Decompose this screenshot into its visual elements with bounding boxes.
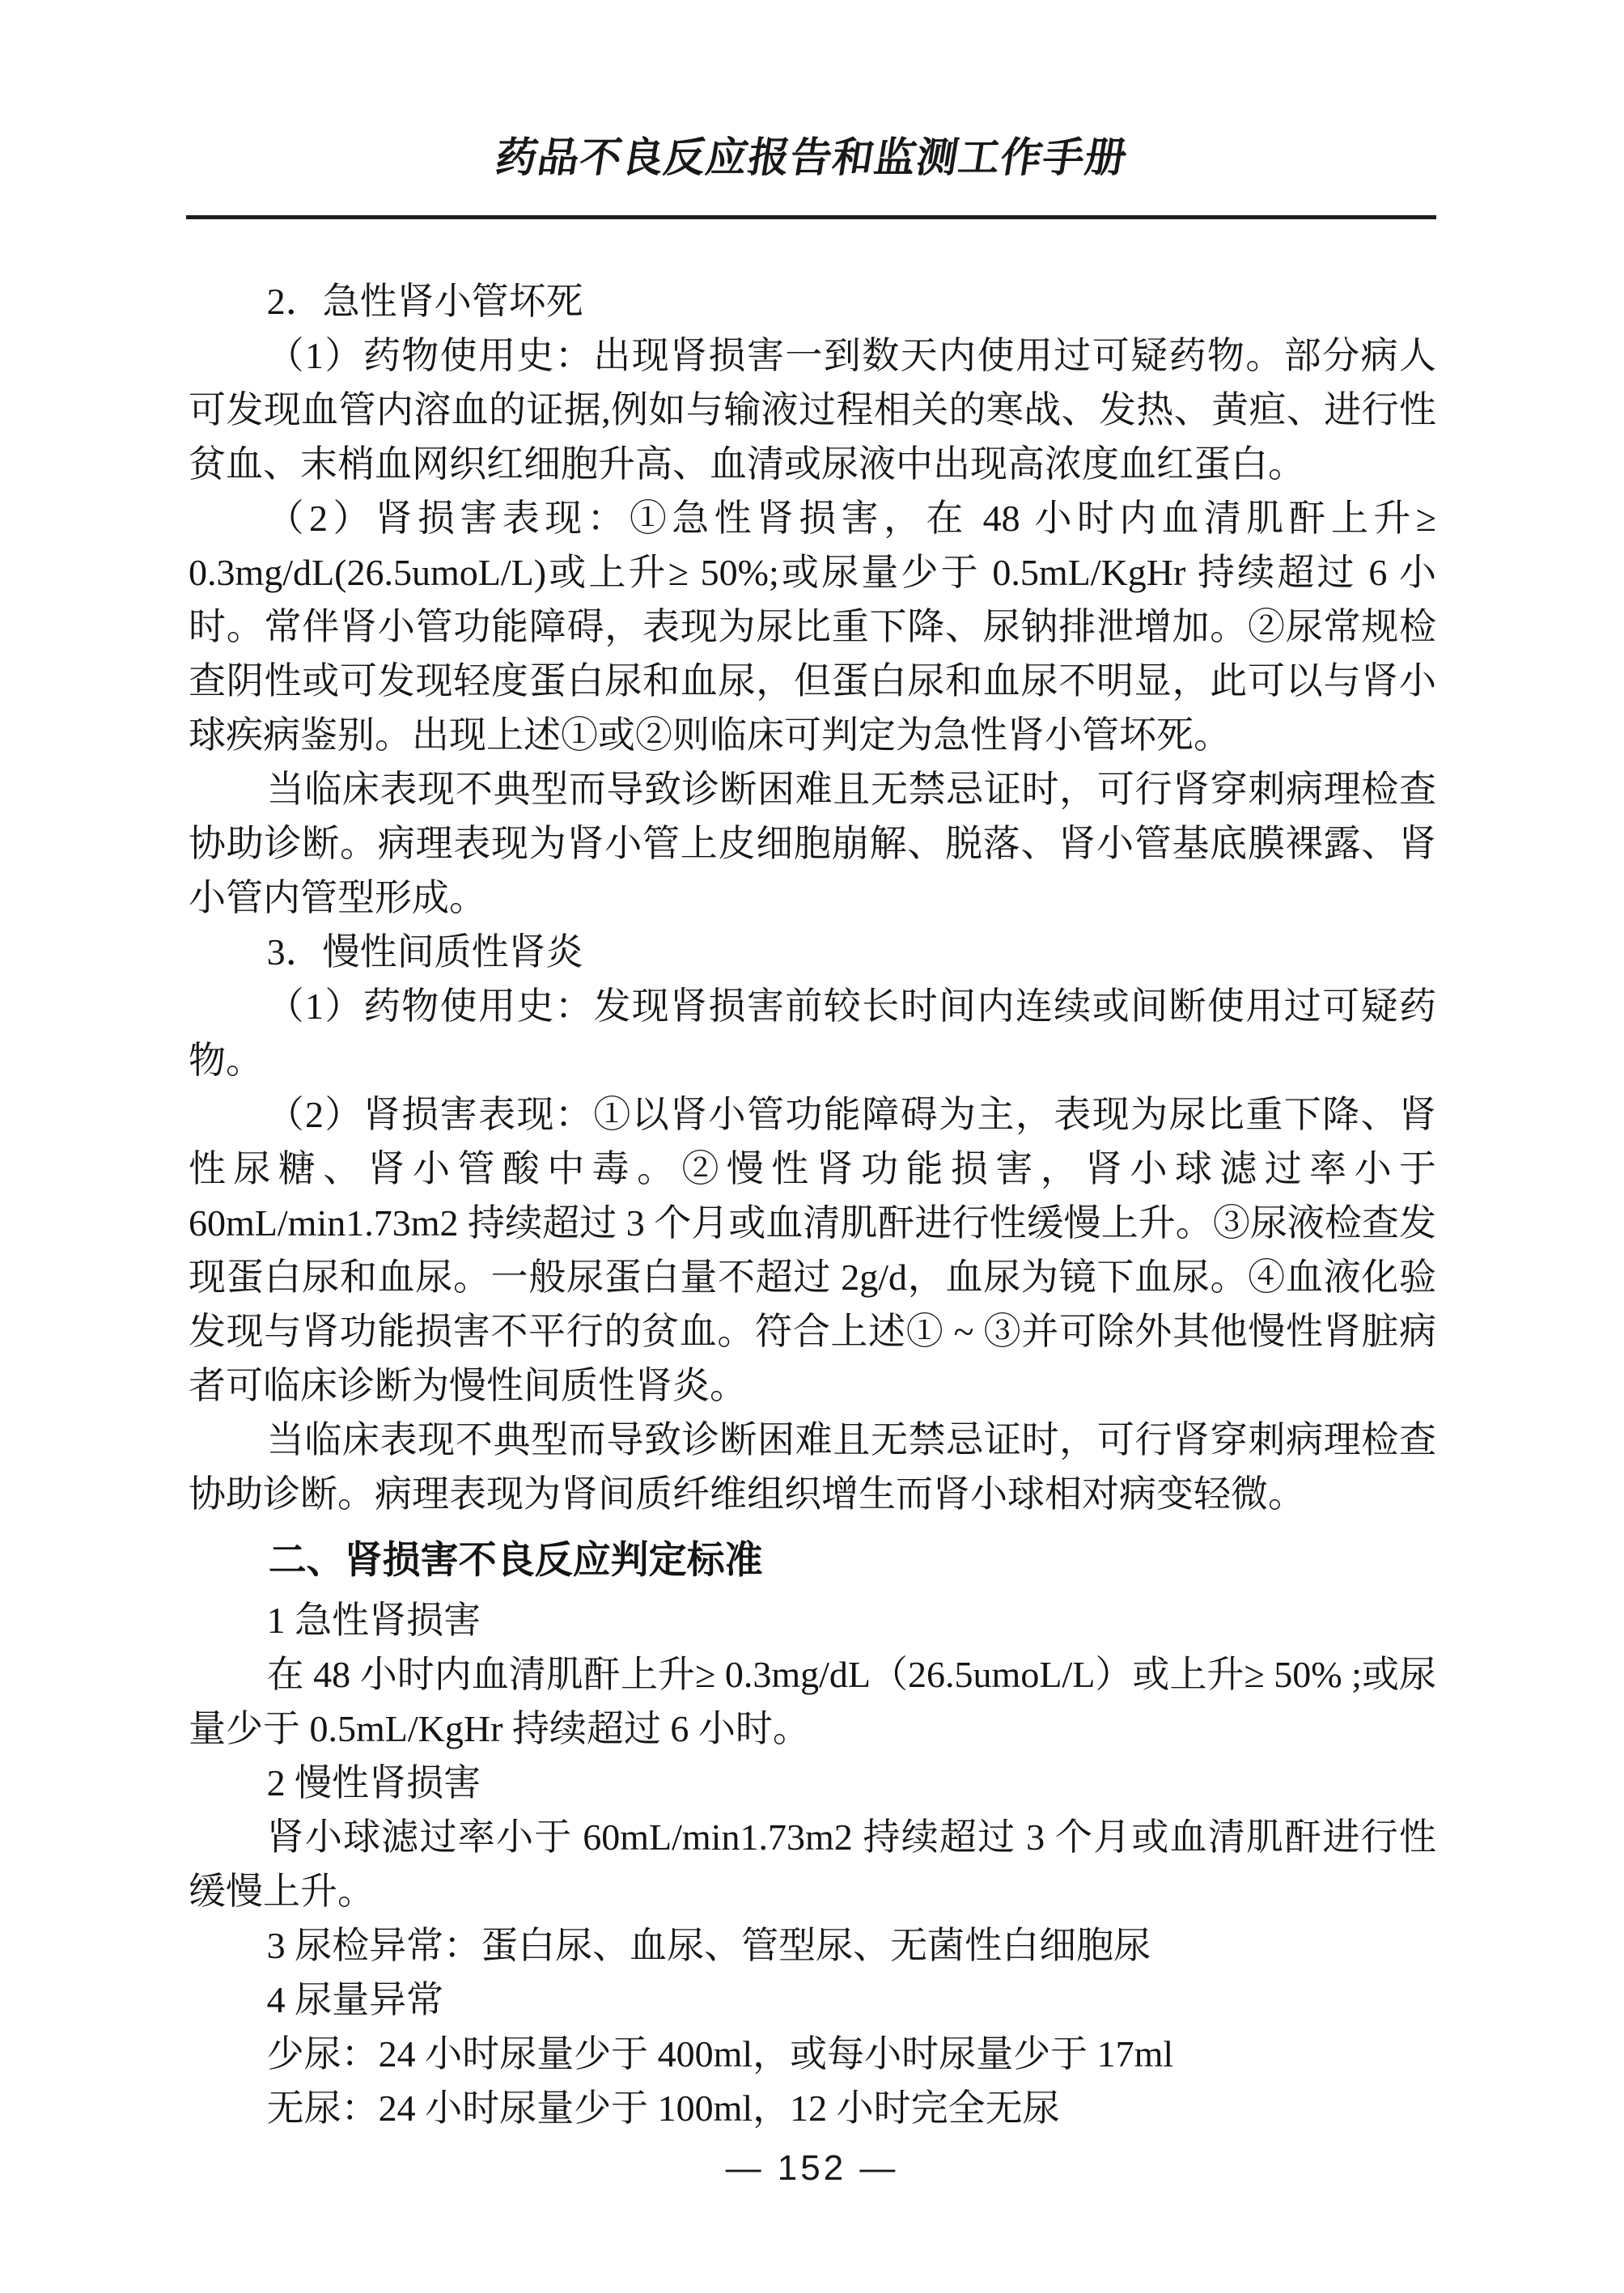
paragraph: 3．慢性间质性肾炎 [266, 931, 583, 973]
paragraph: （1）药物使用史：出现肾损害一到数天内使用过可疑药物。部分病人可发现血管内溶血的证据,例如与输液过程相关的寒战、发热、黄疸、进行性贫血、末梢血网织红细胞升高、血清或尿液中出现高浓度血红蛋白。 [189, 335, 1436, 485]
paragraph: 3 尿检异常：蛋白尿、血尿、管型尿、无菌性白细胞尿 [266, 1925, 1151, 1966]
paragraph: 1 急性肾损害 [266, 1600, 481, 1641]
paragraph: 2 慢性肾损害 [266, 1762, 481, 1803]
body-text [189, 274, 1436, 2135]
paragraph: 少尿：24 小时尿量少于 400ml，或每小时尿量少于 17ml [266, 2033, 1174, 2075]
section-heading: 二、肾损害不良反应判定标准 [268, 1538, 763, 1581]
paragraph: 2．急性肾小管坏死 [266, 281, 583, 322]
running-head [188, 134, 1436, 181]
paragraph: 当临床表现不典型而导致诊断困难且无禁忌证时，可行肾穿刺病理检查协助诊断。病理表现为肾间质纤维组织增生而肾小球相对病变轻微。 [189, 1419, 1436, 1515]
paragraph: （2）肾损害表现：①急性肾损害，在 48 小时内血清肌酐上升≥ 0.3mg/dL(26.5umoL/L)或上升≥ 50%;或尿量少于 0.5mL/KgHr 持续超过 6 小时。常伴肾小管功能障碍，表现为尿比重下降、尿钠排泄增加。②尿常规检查阴性或可发现轻度蛋白尿和血尿，但蛋白尿和血尿不明显，此可以与肾小球疾病鉴别。出现上述①或②则临床可判定为急性肾小管坏死。 [189, 498, 1436, 756]
paragraph: 无尿：24 小时尿量少于 100ml，12 小时完全无尿 [266, 2087, 1060, 2129]
book-title: 药品不良反应报告和监测工作手册 [493, 134, 1132, 180]
paragraph: （2）肾损害表现：①以肾小管功能障碍为主，表现为尿比重下降、肾性尿糖、肾小管酸中毒。②慢性肾功能损害，肾小球滤过率小于 60mL/min1.73m2 持续超过 3 个月或血清肌酐进行性缓慢上升。③尿液检查发现蛋白尿和血尿。一般尿蛋白量不超过 2g/d，血尿为镜下血尿。④血液化验发现与肾功能损害不平行的贫血。符合上述① ~ ③并可除外其他慢性肾脏病者可临床诊断为慢性间质性肾炎。 [189, 1094, 1436, 1406]
page-number: — 152 — [725, 2148, 899, 2188]
paragraph: 当临床表现不典型而导致诊断困难且无禁忌证时，可行肾穿刺病理检查协助诊断。病理表现为肾小管上皮细胞崩解、脱落、肾小管基底膜裸露、肾小管内管型形成。 [189, 769, 1436, 918]
paragraph: （1）药物使用史：发现肾损害前较长时间内连续或间断使用过可疑药物。 [189, 985, 1436, 1081]
paragraph: 4 尿量异常 [266, 1979, 444, 2020]
paragraph: 在 48 小时内血清肌酐上升≥ 0.3mg/dL（26.5umoL/L）或上升≥ 50% ;或尿量少于 0.5mL/KgHr 持续超过 6 小时。 [189, 1654, 1436, 1749]
paragraph: 肾小球滤过率小于 60mL/min1.73m2 持续超过 3 个月或血清肌酐进行性缓慢上升。 [189, 1816, 1436, 1912]
header-rule [186, 215, 1436, 219]
